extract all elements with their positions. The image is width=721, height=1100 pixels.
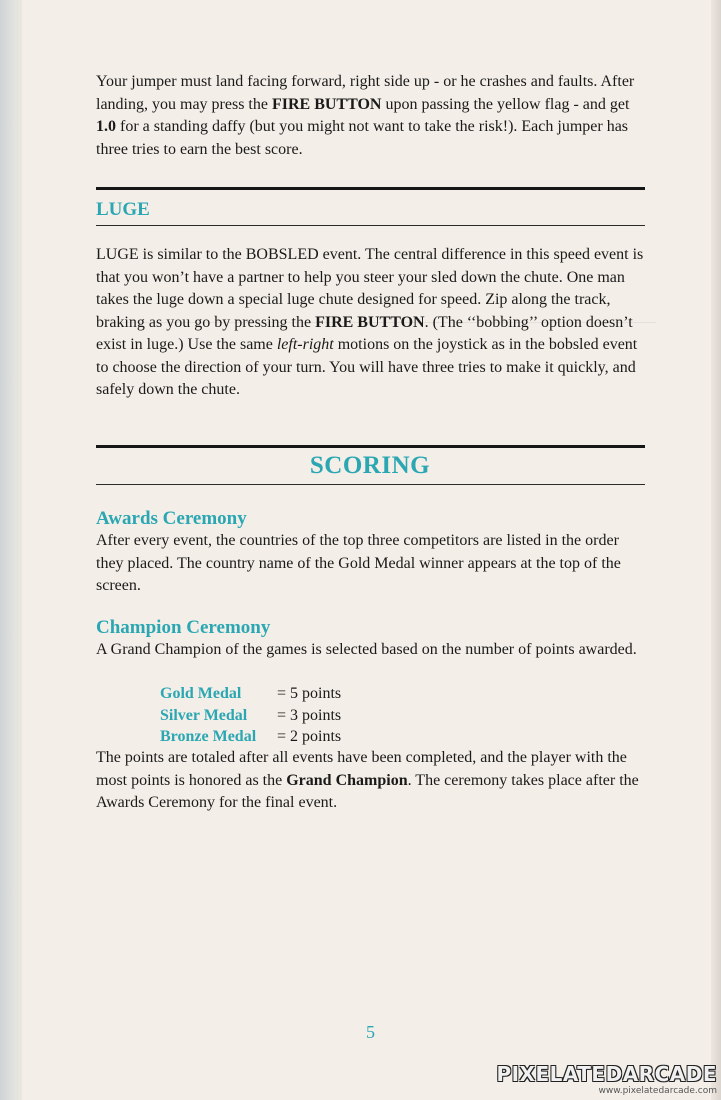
scoring-rule-bottom	[96, 484, 645, 485]
medal-points-list	[160, 683, 560, 748]
grand-champion-term: Grand Champion	[286, 771, 408, 789]
watermark-url: www.pixelatedarcade.com	[598, 1086, 717, 1096]
medal-name: Bronze Medal	[160, 728, 257, 745]
luge-rule-bottom	[96, 225, 645, 226]
grand-champion-paragraph	[96, 747, 648, 815]
medal-row-gold	[160, 683, 560, 705]
medal-points: = 3 points	[277, 706, 342, 724]
jumper-text-1: Your jumper must land facing forward, right side up - or he crashes and faults. After landing, you may press the	[96, 73, 635, 113]
jumper-text-2: upon passing the yellow flag - and get	[381, 95, 630, 113]
final-text-2: . The ceremony takes place after the Awards Ceremony for the final event.	[96, 771, 639, 811]
medal-row-silver	[160, 705, 560, 727]
awards-ceremony-text: After every event, the countries of the top three competitors are listed in the order they placed. The country name of the Gold Medal winner appears at the top of the screen.	[96, 532, 621, 594]
champion-ceremony-heading: Champion Ceremony	[96, 617, 271, 638]
luge-paragraph	[96, 244, 648, 402]
medal-row-bronze	[160, 726, 560, 748]
medal-points: = 2 points	[277, 728, 342, 745]
page-number: 5	[366, 1022, 375, 1042]
fire-button-term: FIRE BUTTON	[271, 95, 382, 113]
scoring-rule-top	[96, 445, 645, 448]
medal-points: = 5 points	[277, 685, 342, 702]
scan-left-edge	[0, 0, 22, 1100]
jumper-text-3: for a standing daffy (but you might not want to take the risk!). Each jumper has three tries to earn the best score.	[96, 118, 629, 158]
awards-ceremony-heading: Awards Ceremony	[96, 508, 247, 529]
luge-fire-button-term: FIRE BUTTON	[315, 313, 425, 331]
luge-text-3: motions on the joystick as in the bobsled event to choose the direction of your turn. You will have three tries to make it quickly, and safely down the chute.	[96, 336, 638, 398]
luge-heading: LUGE	[96, 199, 150, 220]
luge-rule-top	[96, 187, 645, 190]
watermark-logo: PIXELATEDARCADE	[496, 1062, 717, 1086]
champion-ceremony-text: A Grand Champion of the games is selected based on the number of points awarded.	[96, 641, 637, 658]
scan-right-edge	[711, 0, 721, 1100]
scoring-heading: SCORING	[309, 452, 431, 479]
standing-daffy-score: 1.0	[96, 118, 116, 135]
left-right-term: left-right	[276, 336, 334, 353]
final-text-1: The points are totaled after all events have been completed, and the player with the most points is honored as the	[96, 749, 627, 789]
luge-text-2: . (The ‘‘bobbing’’ option doesn’t exist in luge.) Use the same	[96, 313, 633, 353]
medal-name: Silver Medal	[160, 706, 248, 724]
luge-text-1: LUGE is similar to the BOBSLED event. The central difference in this speed event is that you won’t have a partner to help you steer your sled down the chute. One man takes the luge down a special luge chute designed for speed. Zip along the track, braking as you go by pressing the	[96, 246, 644, 331]
medal-name: Gold Medal	[160, 685, 242, 702]
jumper-paragraph	[96, 71, 648, 161]
